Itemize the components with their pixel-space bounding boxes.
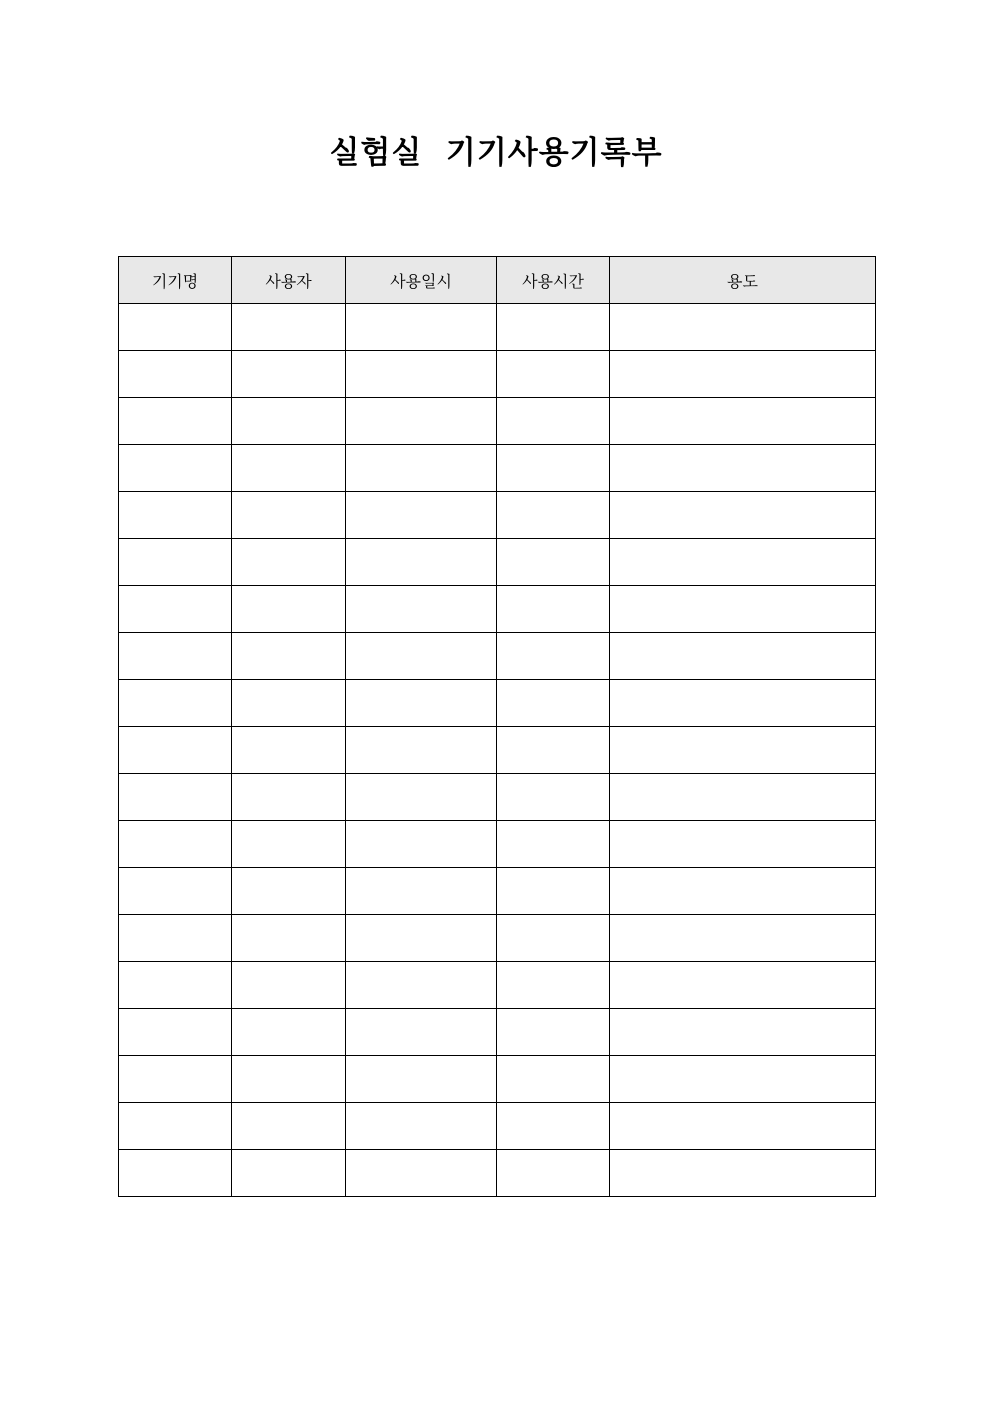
equipment-usage-log-table <box>118 256 876 1197</box>
cell-purpose[interactable] <box>610 774 876 821</box>
cell-equipment-name[interactable] <box>119 962 232 1009</box>
table-row <box>119 1056 876 1103</box>
table-row <box>119 915 876 962</box>
cell-usage-datetime[interactable] <box>346 1103 497 1150</box>
cell-usage-datetime[interactable] <box>346 304 497 351</box>
cell-user[interactable] <box>232 539 346 586</box>
cell-purpose[interactable] <box>610 586 876 633</box>
cell-equipment-name[interactable] <box>119 539 232 586</box>
cell-usage-duration[interactable] <box>497 1150 610 1197</box>
cell-usage-datetime[interactable] <box>346 586 497 633</box>
cell-purpose[interactable] <box>610 915 876 962</box>
table-row <box>119 680 876 727</box>
cell-user[interactable] <box>232 868 346 915</box>
cell-usage-duration[interactable] <box>497 774 610 821</box>
cell-usage-datetime[interactable] <box>346 680 497 727</box>
cell-user[interactable] <box>232 1056 346 1103</box>
cell-user[interactable] <box>232 821 346 868</box>
cell-purpose[interactable] <box>610 962 876 1009</box>
table-row <box>119 1150 876 1197</box>
cell-usage-datetime[interactable] <box>346 962 497 1009</box>
cell-equipment-name[interactable] <box>119 821 232 868</box>
cell-equipment-name[interactable] <box>119 680 232 727</box>
cell-user[interactable] <box>232 398 346 445</box>
cell-purpose[interactable] <box>610 1150 876 1197</box>
cell-purpose[interactable] <box>610 821 876 868</box>
cell-purpose[interactable] <box>610 398 876 445</box>
cell-equipment-name[interactable] <box>119 492 232 539</box>
cell-equipment-name[interactable] <box>119 774 232 821</box>
cell-equipment-name[interactable] <box>119 398 232 445</box>
cell-user[interactable] <box>232 962 346 1009</box>
document-title: 실험실 기기사용기록부 <box>329 135 663 171</box>
header-equipment-name: 기기명 <box>119 257 232 304</box>
table-row <box>119 962 876 1009</box>
cell-purpose[interactable] <box>610 445 876 492</box>
cell-user[interactable] <box>232 1103 346 1150</box>
cell-equipment-name[interactable] <box>119 586 232 633</box>
table-row <box>119 539 876 586</box>
cell-usage-duration[interactable] <box>497 586 610 633</box>
table-header-row <box>119 257 876 304</box>
cell-usage-duration[interactable] <box>497 915 610 962</box>
table-row <box>119 1103 876 1150</box>
cell-equipment-name[interactable] <box>119 1103 232 1150</box>
cell-usage-duration[interactable] <box>497 962 610 1009</box>
cell-user[interactable] <box>232 445 346 492</box>
cell-purpose[interactable] <box>610 1009 876 1056</box>
cell-purpose[interactable] <box>610 1103 876 1150</box>
cell-purpose[interactable] <box>610 539 876 586</box>
cell-user[interactable] <box>232 351 346 398</box>
cell-usage-datetime[interactable] <box>346 774 497 821</box>
header-usage-datetime: 사용일시 <box>346 257 497 304</box>
cell-equipment-name[interactable] <box>119 915 232 962</box>
cell-purpose[interactable] <box>610 492 876 539</box>
header-purpose: 용도 <box>610 257 876 304</box>
cell-usage-duration[interactable] <box>497 821 610 868</box>
cell-equipment-name[interactable] <box>119 868 232 915</box>
cell-usage-datetime[interactable] <box>346 492 497 539</box>
cell-usage-duration[interactable] <box>497 868 610 915</box>
cell-equipment-name[interactable] <box>119 1150 232 1197</box>
cell-usage-duration[interactable] <box>497 398 610 445</box>
cell-usage-datetime[interactable] <box>346 1009 497 1056</box>
table-row <box>119 398 876 445</box>
cell-usage-datetime[interactable] <box>346 1056 497 1103</box>
cell-usage-duration[interactable] <box>497 445 610 492</box>
cell-purpose[interactable] <box>610 351 876 398</box>
cell-user[interactable] <box>232 633 346 680</box>
cell-usage-datetime[interactable] <box>346 868 497 915</box>
cell-user[interactable] <box>232 727 346 774</box>
cell-usage-duration[interactable] <box>497 492 610 539</box>
cell-equipment-name[interactable] <box>119 445 232 492</box>
cell-purpose[interactable] <box>610 868 876 915</box>
cell-user[interactable] <box>232 915 346 962</box>
cell-usage-datetime[interactable] <box>346 915 497 962</box>
table-row <box>119 774 876 821</box>
cell-equipment-name[interactable] <box>119 351 232 398</box>
cell-usage-datetime[interactable] <box>346 1150 497 1197</box>
table-row <box>119 304 876 351</box>
cell-user[interactable] <box>232 1009 346 1056</box>
table-row <box>119 633 876 680</box>
cell-purpose[interactable] <box>610 727 876 774</box>
cell-purpose[interactable] <box>610 633 876 680</box>
cell-user[interactable] <box>232 774 346 821</box>
cell-usage-duration[interactable] <box>497 304 610 351</box>
table-row <box>119 821 876 868</box>
table-row <box>119 1009 876 1056</box>
cell-user[interactable] <box>232 1150 346 1197</box>
cell-usage-duration[interactable] <box>497 1103 610 1150</box>
table-row <box>119 727 876 774</box>
cell-usage-duration[interactable] <box>497 1009 610 1056</box>
cell-usage-datetime[interactable] <box>346 727 497 774</box>
cell-purpose[interactable] <box>610 1056 876 1103</box>
cell-equipment-name[interactable] <box>119 633 232 680</box>
cell-equipment-name[interactable] <box>119 1009 232 1056</box>
table-row <box>119 492 876 539</box>
table-row <box>119 351 876 398</box>
cell-equipment-name[interactable] <box>119 304 232 351</box>
cell-usage-duration[interactable] <box>497 351 610 398</box>
cell-user[interactable] <box>232 492 346 539</box>
table-row <box>119 868 876 915</box>
cell-usage-datetime[interactable] <box>346 398 497 445</box>
cell-usage-datetime[interactable] <box>346 821 497 868</box>
cell-purpose[interactable] <box>610 680 876 727</box>
cell-user[interactable] <box>232 680 346 727</box>
cell-usage-duration[interactable] <box>497 1056 610 1103</box>
cell-usage-duration[interactable] <box>497 727 610 774</box>
table-row <box>119 586 876 633</box>
cell-usage-datetime[interactable] <box>346 539 497 586</box>
cell-user[interactable] <box>232 304 346 351</box>
cell-usage-duration[interactable] <box>497 539 610 586</box>
cell-equipment-name[interactable] <box>119 1056 232 1103</box>
table-row <box>119 445 876 492</box>
table-body <box>119 304 876 1197</box>
header-usage-duration: 사용시간 <box>497 257 610 304</box>
header-user: 사용자 <box>232 257 346 304</box>
cell-equipment-name[interactable] <box>119 727 232 774</box>
cell-usage-datetime[interactable] <box>346 445 497 492</box>
cell-usage-datetime[interactable] <box>346 351 497 398</box>
cell-usage-duration[interactable] <box>497 633 610 680</box>
cell-user[interactable] <box>232 586 346 633</box>
cell-usage-datetime[interactable] <box>346 633 497 680</box>
cell-purpose[interactable] <box>610 304 876 351</box>
cell-usage-duration[interactable] <box>497 680 610 727</box>
